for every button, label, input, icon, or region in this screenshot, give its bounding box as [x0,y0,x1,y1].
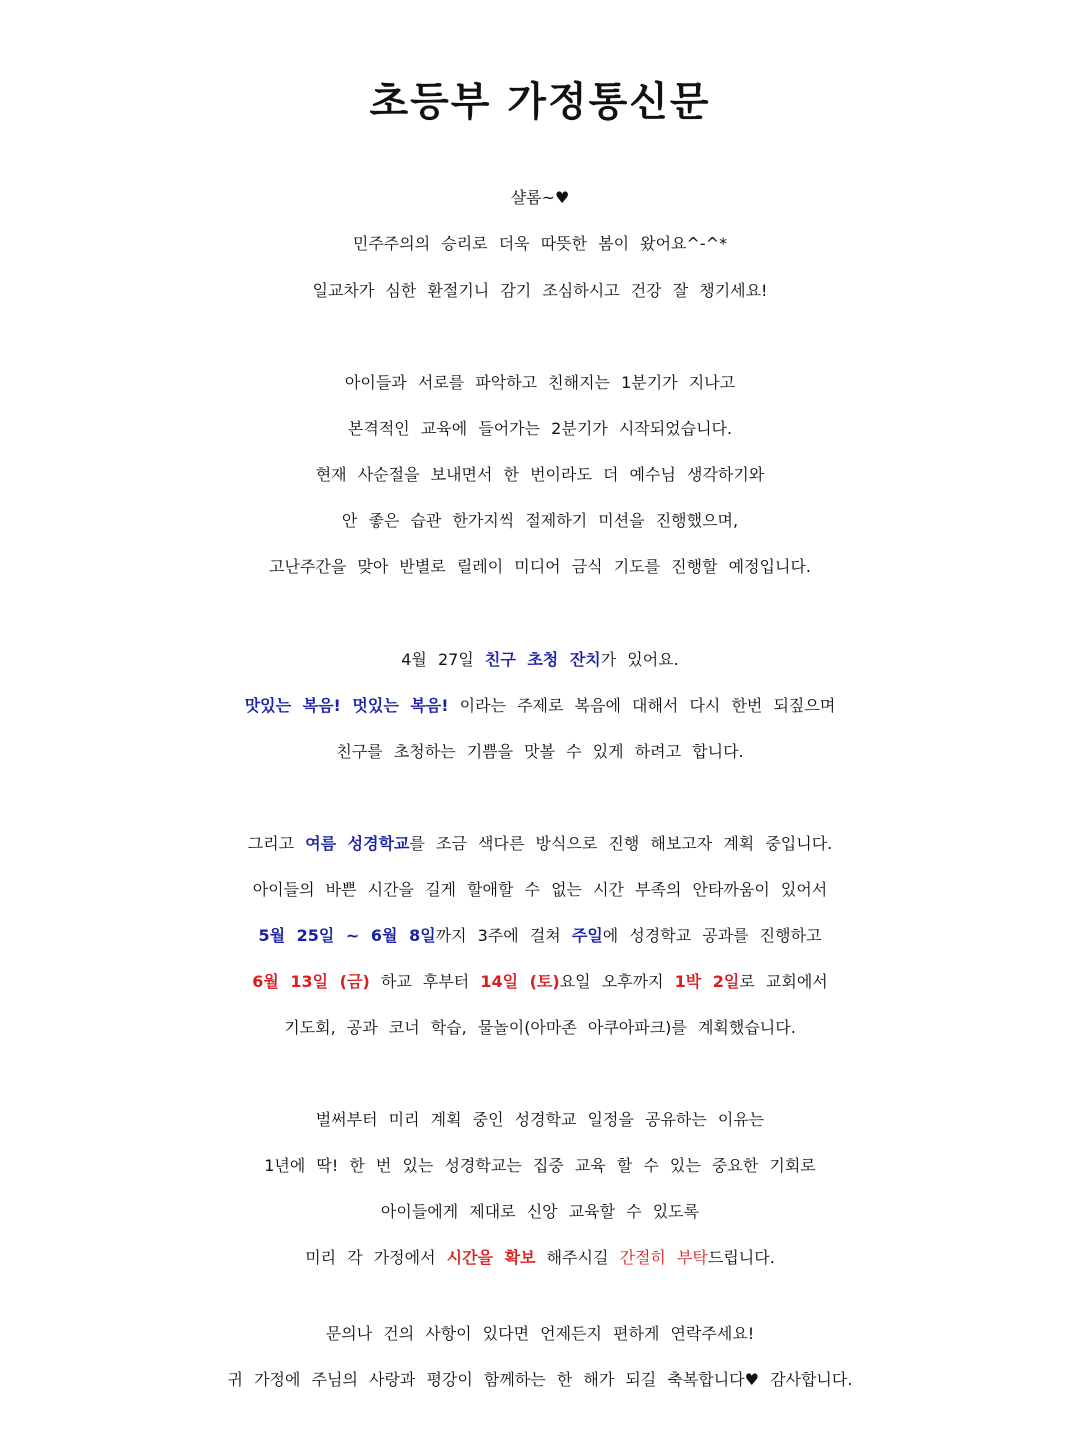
reason-line-1: 벌써부터 미리 계획 중인 성경학교 일정을 공유하는 이유는 [315,1110,765,1129]
summer-line-4 [0,964,1080,1000]
summer-overnight-highlight: 1박 2일 [674,972,740,991]
friends-line-1 [0,642,1080,678]
friends-date: 4월 27일 [401,650,485,669]
summer-friday-highlight: 6월 13일 (금) [252,972,370,991]
summer-line-3 [0,918,1080,954]
closing-line-2: 귀 가정에 주님의 사랑과 평강이 함께하는 한 해가 되길 축복합니다♥ 감사합니다. [227,1370,853,1389]
closing-line-1: 문의나 건의 사항이 있다면 언제든지 편하게 연락주세요! [325,1324,755,1343]
summer-line-4-mid2: 요일 오후까지 [559,972,675,991]
summer-dates-highlight: 5월 25일 ~ 6월 8일 [258,926,436,945]
friends-line-3: 친구를 초청하는 기쁨을 맛볼 수 있게 하려고 합니다. [336,742,744,761]
summer-line-1-head: 그리고 [247,834,306,853]
summer-line-4-mid1: 하교 후부터 [369,972,481,991]
intro-line-3: 현재 사순절을 보내면서 한 번이라도 더 예수님 생각하기와 [315,465,765,484]
reason-line-4 [0,1240,1080,1276]
summer-line-3-tail: 에 성경학교 공과를 진행하고 [602,926,822,945]
reason-line-4-tail: 드립니다. [707,1248,775,1267]
reason-line-4-head: 미리 각 가정에서 [305,1248,447,1267]
reason-request-highlight: 간절히 부탁 [619,1248,708,1267]
greeting-line-2: 민주주의의 승리로 더욱 따뜻한 봄이 왔어요^-^* [352,234,728,253]
summer-line-1 [0,826,1080,862]
summer-line-1-tail: 를 조금 색다른 방식으로 진행 해보고자 계획 중입니다. [409,834,833,853]
summer-sunday-highlight: 주일 [571,926,603,945]
summer-saturday-highlight: 14일 (토) [480,972,560,991]
page-title: 초등부 가정통신문 [369,79,711,125]
friends-theme-highlight: 맛있는 복음! 멋있는 복음! [244,696,449,715]
summer-school-highlight: 여름 성경학교 [305,834,410,853]
reason-line-3: 아이들에게 제대로 신앙 교육할 수 있도록 [380,1202,700,1221]
intro-line-5: 고난주간을 맞아 반별로 릴레이 미디어 금식 기도를 진행할 예정입니다. [269,557,811,576]
reason-line-4-mid: 해주시길 [535,1248,620,1267]
intro-line-1: 아이들과 서로를 파악하고 친해지는 1분기가 지나고 [344,373,736,392]
reason-time-highlight: 시간을 확보 [446,1248,536,1267]
summer-line-3-mid: 까지 3주에 걸쳐 [435,926,572,945]
intro-line-4: 안 좋은 습관 한가지씩 절제하기 미션을 진행했으며, [341,511,739,530]
friends-line-1-tail: 가 있어요. [600,650,679,669]
reason-line-2: 1년에 딱! 한 번 있는 성경학교는 집중 교육 할 수 있는 중요한 기회로 [264,1156,816,1175]
friends-line-2 [0,688,1080,724]
summer-line-2: 아이들의 바쁜 시간을 길게 할애할 수 없는 시간 부족의 안타까움이 있어서 [252,880,828,899]
intro-line-2: 본격적인 교육에 들어가는 2분기가 시작되었습니다. [347,419,733,438]
greeting-line-1: 샬롬~♥ [510,188,570,207]
friends-event-highlight: 친구 초청 잔치 [484,650,601,669]
summer-line-4-tail: 로 교회에서 [739,972,828,991]
friends-line-2-tail: 이라는 주제로 복음에 대해서 다시 한번 되짚으며 [448,696,836,715]
summer-line-5: 기도회, 공과 코너 학습, 물놀이(아마존 아쿠아파크)를 계획했습니다. [284,1018,796,1037]
greeting-line-3: 일교차가 심한 환절기니 감기 조심하시고 건강 잘 챙기세요! [312,281,768,300]
